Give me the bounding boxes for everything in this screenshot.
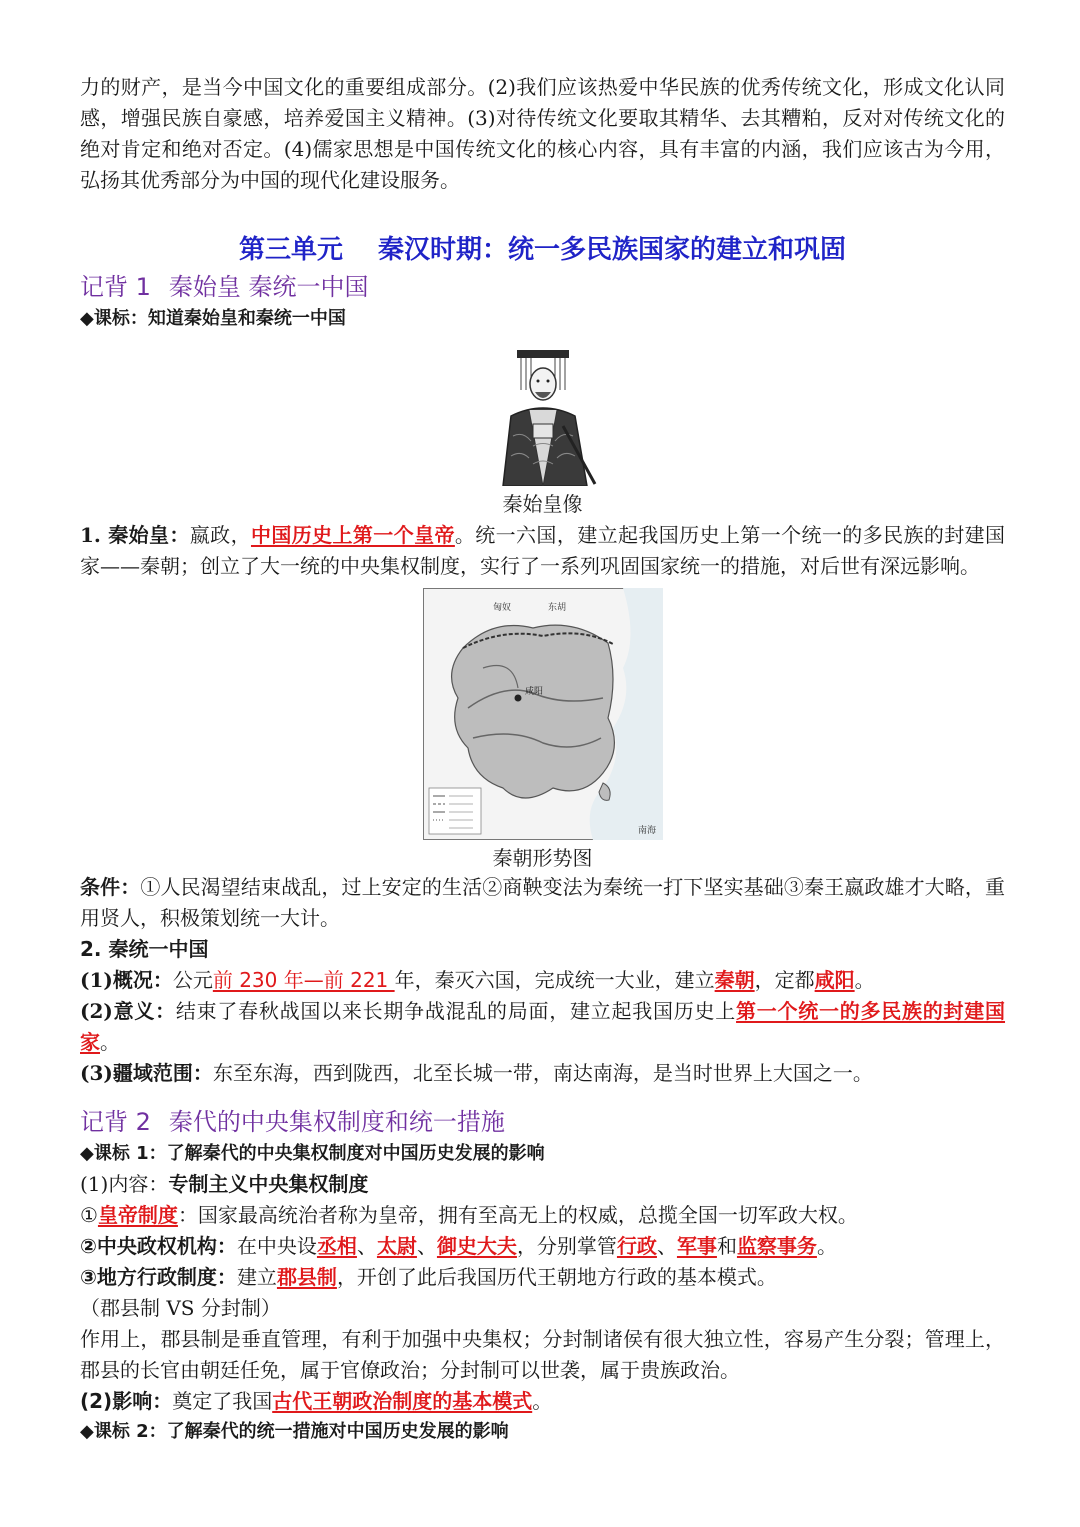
influence-paragraph: [80, 1386, 1005, 1417]
highlight-chengxiang: 丞相: [316, 1234, 357, 1258]
central-government-paragraph: [80, 1231, 1005, 1262]
section-2-heading: [80, 1105, 1005, 1139]
item-1-highlight: 中国历史上第一个皇帝: [250, 523, 455, 547]
central-text-b: ，分别掌管: [516, 1234, 617, 1258]
section-1-kebiao: ◆课标：知道秦始皇和秦统一中国: [80, 308, 346, 329]
influence-text-a: 奠定了我国: [172, 1389, 273, 1413]
overview-highlight-xianyang: 咸阳: [814, 968, 855, 992]
section-2-title: 秦代的中央集权制度和统一措施: [168, 1108, 505, 1136]
overview-paragraph: [80, 965, 1005, 996]
overview-highlight-qin: 秦朝: [714, 968, 755, 992]
item-1-text-b: 。统一六国，建立起我国历史上第一个统一的多民族的封建国家——秦朝；创立了大一统的中央集权制度，实行了一系列巩固国家统一的措施，对后世有深远影响。: [80, 523, 1006, 578]
vs-heading: （郡县制 VS 分封制）: [80, 1296, 281, 1320]
map-label-donghu: 东胡: [547, 603, 566, 613]
local-administration-head: ③地方行政制度：: [80, 1265, 237, 1289]
content-heading: [80, 1169, 1005, 1200]
significance-paragraph: [80, 996, 1005, 1058]
highlight-xingzheng: 行政: [616, 1234, 657, 1258]
section-1-label: 记背 1: [80, 273, 151, 301]
local-text-b: ，开创了此后我国历代王朝地方行政的基本模式。: [336, 1265, 777, 1289]
document-page: [80, 72, 1005, 1447]
overview-text-c: ，定都: [754, 968, 815, 992]
item-1-text-a: 嬴政，: [189, 523, 251, 547]
central-government-head: ②中央政权机构：: [80, 1234, 237, 1258]
condition-paragraph: [80, 872, 1005, 934]
portrait-caption: 秦始皇像: [502, 492, 583, 516]
highlight-junshi: 军事: [676, 1234, 717, 1258]
significance-text-b: 。: [100, 1030, 120, 1054]
territory-head: (3)疆域范围：: [80, 1061, 213, 1085]
territory-paragraph: [80, 1058, 1005, 1089]
local-administration-paragraph: [80, 1262, 1005, 1293]
emperor-system-highlight: 皇帝制度: [97, 1203, 178, 1227]
content-head-b: 专制主义中央集权制度: [168, 1172, 369, 1196]
emperor-system-text: ：国家最高统治者称为皇帝，拥有至高无上的权威，总揽全国一切军政大权。: [177, 1203, 858, 1227]
overview-text-b: 年，秦灭六国，完成统一大业，建立: [394, 968, 715, 992]
local-text-a: 建立: [236, 1265, 277, 1289]
influence-head: (2)影响：: [80, 1389, 173, 1413]
map-label-xianyang: 咸阳: [524, 687, 543, 697]
highlight-taiwei: 太尉: [376, 1234, 417, 1258]
condition-head: 条件：: [80, 875, 141, 899]
item-1-head: 1. 秦始皇：: [80, 523, 190, 547]
sep-1: 、: [356, 1234, 377, 1258]
qin-shi-huang-portrait-image: [483, 346, 603, 486]
central-text-d: 。: [816, 1234, 837, 1258]
qin-dynasty-map-image: [423, 588, 663, 840]
highlight-junxianzhi: 郡县制: [276, 1265, 337, 1289]
intro-paragraph: 力的财产，是当今中国文化的重要组成部分。(2)我们应该热爱中华民族的优秀传统文化，形成文化认同感，增强民族自豪感，培养爱国主义精神。(3)对待传统文化要取其精华、去其糟粕，反对对传统文化的绝对肯定和绝对否定。(4)儒家思想是中国传统文化的核心内容，具有丰富的内涵，我们应该古为今用，弘扬其优秀部分为中国的现代化建设服务。: [80, 75, 1005, 192]
central-text-a: 在中央设: [236, 1234, 317, 1258]
map-label-nanhai: 南海: [637, 826, 656, 836]
influence-highlight: 古代王朝政治制度的基本模式: [272, 1389, 533, 1413]
content-head-a: (1)内容：: [80, 1172, 169, 1196]
map-label-xiongnu: 匈奴: [492, 603, 511, 613]
section-1-title: 秦始皇 秦统一中国: [168, 273, 369, 301]
overview-text-d: 。: [854, 968, 875, 992]
highlight-yushidafu: 御史大夫: [436, 1234, 517, 1258]
item-2-heading: 2. 秦统一中国: [80, 937, 209, 961]
overview-highlight-years: 前 230 年—前 221: [212, 968, 395, 992]
section-2-kebiao-1: ◆课标 1：了解秦代的中央集权制度对中国历史发展的影响: [80, 1143, 545, 1164]
significance-text-a: 结束了春秋战国以来长期争战混乱的局面，建立起我国历史上: [175, 999, 737, 1023]
sep-3: 、: [656, 1234, 677, 1258]
section-2-label: 记背 2: [80, 1108, 151, 1136]
highlight-jiancha: 监察事务: [736, 1234, 817, 1258]
emperor-system-paragraph: [80, 1200, 1005, 1231]
unit-title: 第三单元 秦汉时期：统一多民族国家的建立和巩固: [238, 235, 847, 265]
vs-paragraph: 作用上，郡县制是垂直管理，有利于加强中央集权；分封制诸侯有很大独立性，容易产生分裂；管理上，郡县的长官由朝廷任免，属于官僚政治；分封制可以世袭，属于贵族政治。: [80, 1327, 1005, 1382]
sep-2: 、: [416, 1234, 437, 1258]
section-2-kebiao-2: ◆课标 2：了解秦代的统一措施对中国历史发展的影响: [80, 1421, 509, 1442]
map-caption: 秦朝形势图: [492, 846, 593, 870]
portrait-figure: [80, 346, 1005, 490]
emperor-system-prefix: ①: [80, 1203, 98, 1227]
condition-text: ①人民渴望结束战乱，过上安定的生活②商鞅变法为秦统一打下坚实基础③秦王嬴政雄才大略，重用贤人，积极策划统一大计。: [80, 875, 1006, 930]
significance-head: (2)意义：: [80, 999, 176, 1023]
significance-highlight: 第一个统一的多民族的封建国家: [80, 999, 1006, 1054]
territory-text: 东至东海，西到陇西，北至长城一带，南达南海，是当时世界上大国之一。: [212, 1061, 873, 1085]
item-1-paragraph: [80, 520, 1005, 582]
overview-text-a: 公元: [172, 968, 213, 992]
section-1-heading: [80, 270, 1005, 304]
overview-head: (1)概况：: [80, 968, 173, 992]
map-figure: [80, 588, 1005, 844]
influence-text-b: 。: [532, 1389, 553, 1413]
central-text-c: 和: [716, 1234, 737, 1258]
